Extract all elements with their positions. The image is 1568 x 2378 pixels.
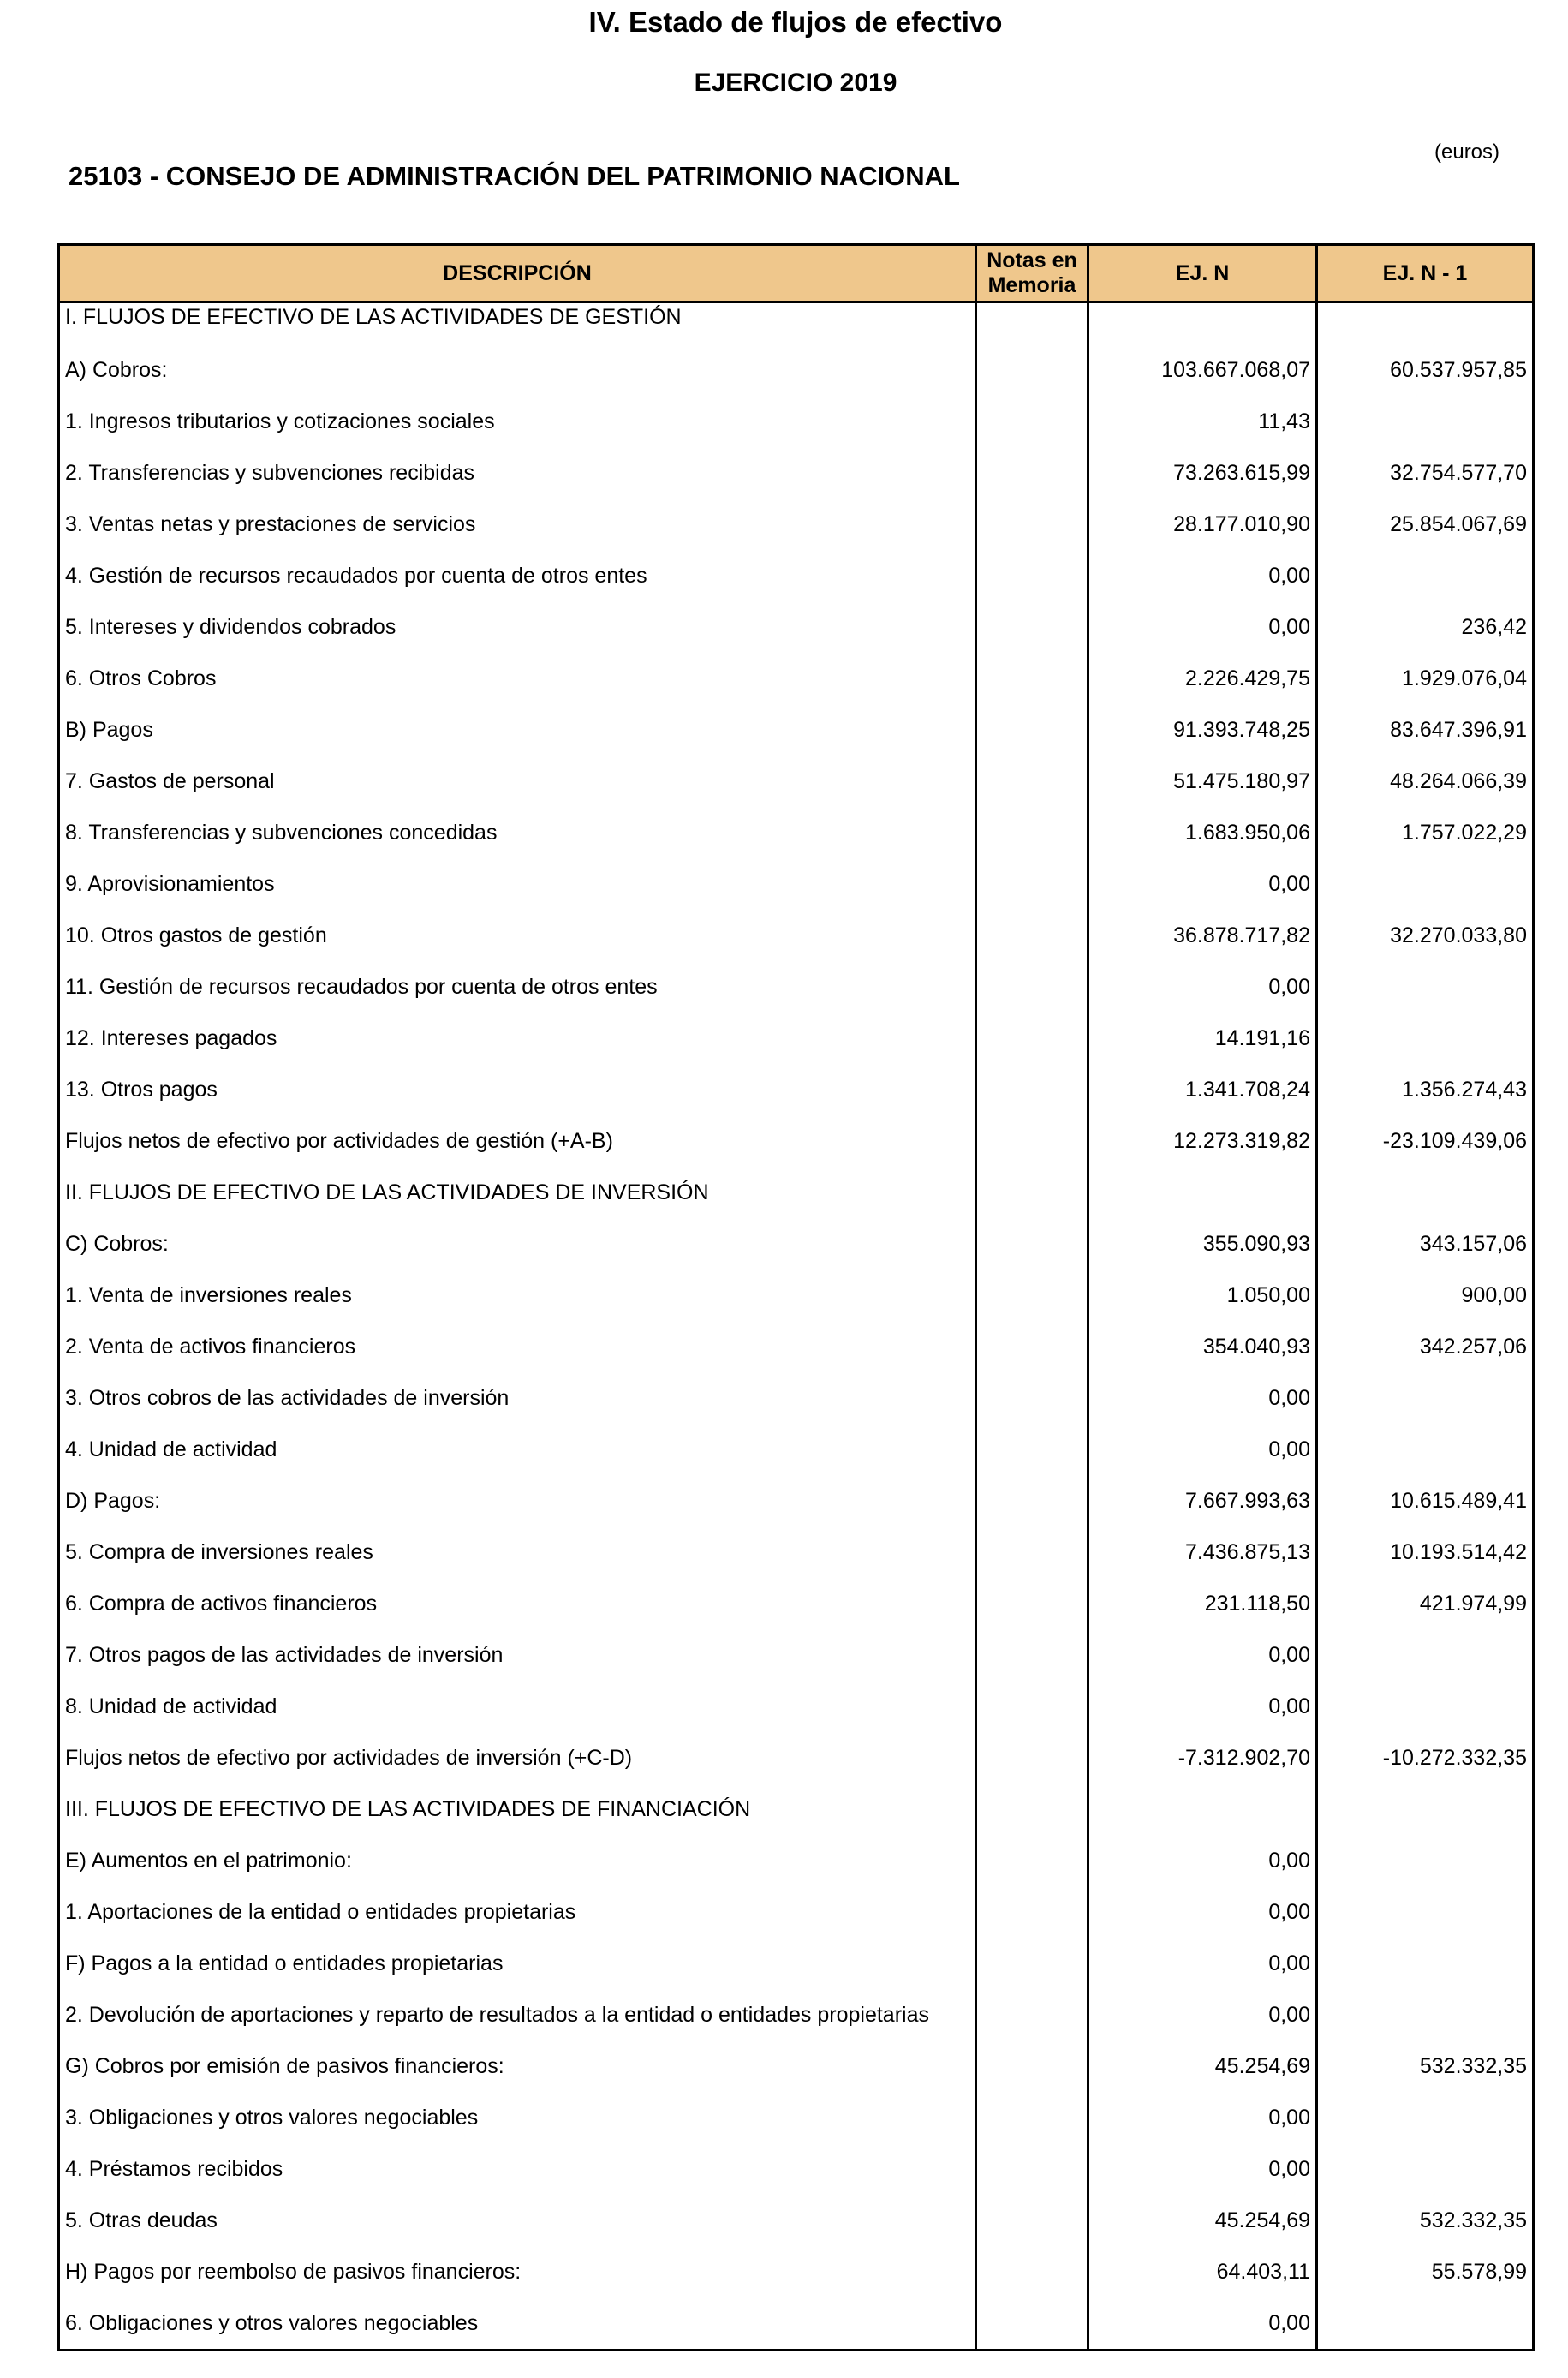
row-current-year-value: 11,43 (1088, 396, 1317, 447)
row-description: 3. Ventas netas y prestaciones de servicios (59, 499, 976, 550)
row-current-year-value: 73.263.615,99 (1088, 447, 1317, 499)
table-row (59, 2143, 1534, 2195)
row-description: 6. Compra de activos financieros (59, 1578, 976, 1629)
row-current-year-value: 1.683.950,06 (1088, 807, 1317, 858)
row-current-year-value: 0,00 (1088, 2297, 1317, 2351)
row-description: 12. Intereses pagados (59, 1013, 976, 1064)
row-notes (976, 910, 1088, 961)
row-previous-year-value: 83.647.396,91 (1317, 704, 1534, 756)
row-current-year-value: 2.226.429,75 (1088, 653, 1317, 704)
row-notes (976, 2143, 1088, 2195)
row-notes (976, 1578, 1088, 1629)
row-description: 11. Gestión de recursos recaudados por cuenta de otros entes (59, 961, 976, 1013)
row-description: 2. Devolución de aportaciones y reparto de resultados a la entidad o entidades propietarias (59, 1989, 976, 2040)
row-previous-year-value: 10.193.514,42 (1317, 1527, 1534, 1578)
table-row (59, 1784, 1534, 1835)
table-row (59, 396, 1534, 447)
row-previous-year-value (1317, 1424, 1534, 1475)
row-current-year-value: 36.878.717,82 (1088, 910, 1317, 961)
row-current-year-value: 0,00 (1088, 2143, 1317, 2195)
table-row (59, 653, 1534, 704)
row-description: G) Cobros por emisión de pasivos financieros: (59, 2040, 976, 2092)
row-notes (976, 1784, 1088, 1835)
table-row (59, 704, 1534, 756)
report-title: IV. Estado de flujos de efectivo (588, 6, 1003, 38)
row-previous-year-value (1317, 2143, 1534, 2195)
row-current-year-value: 0,00 (1088, 961, 1317, 1013)
table-row (59, 807, 1534, 858)
row-previous-year-value (1317, 2297, 1534, 2351)
row-previous-year-value (1317, 1886, 1534, 1938)
row-previous-year-value: 1.757.022,29 (1317, 807, 1534, 858)
row-current-year-value: 1.050,00 (1088, 1270, 1317, 1321)
row-current-year-value (1088, 302, 1317, 345)
table-body (59, 302, 1534, 2351)
row-current-year-value: -7.312.902,70 (1088, 1732, 1317, 1784)
cash-flow-table (57, 243, 1535, 2351)
row-notes (976, 1321, 1088, 1372)
table-row (59, 2040, 1534, 2092)
row-notes (976, 1115, 1088, 1167)
table-row (59, 910, 1534, 961)
row-current-year-value: 0,00 (1088, 1886, 1317, 1938)
row-notes (976, 2040, 1088, 2092)
table-row (59, 858, 1534, 910)
row-notes (976, 601, 1088, 653)
row-description: I. FLUJOS DE EFECTIVO DE LAS ACTIVIDADES DE GESTIÓN (59, 302, 976, 345)
row-current-year-value: 28.177.010,90 (1088, 499, 1317, 550)
table-row (59, 1475, 1534, 1527)
row-notes (976, 1835, 1088, 1886)
row-previous-year-value (1317, 858, 1534, 910)
table-row (59, 2195, 1534, 2246)
row-description: 10. Otros gastos de gestión (59, 910, 976, 961)
row-current-year-value: 0,00 (1088, 1629, 1317, 1681)
row-description: 5. Compra de inversiones reales (59, 1527, 976, 1578)
row-current-year-value: 14.191,16 (1088, 1013, 1317, 1064)
row-notes (976, 1938, 1088, 1989)
row-notes (976, 1681, 1088, 1732)
table-row (59, 302, 1534, 345)
row-current-year-value: 354.040,93 (1088, 1321, 1317, 1372)
row-description: 6. Otros Cobros (59, 653, 976, 704)
row-previous-year-value: -10.272.332,35 (1317, 1732, 1534, 1784)
row-current-year-value: 7.436.875,13 (1088, 1527, 1317, 1578)
row-description: Flujos netos de efectivo por actividades de gestión (+A-B) (59, 1115, 976, 1167)
table-row (59, 1270, 1534, 1321)
row-previous-year-value (1317, 1681, 1534, 1732)
row-previous-year-value (1317, 1938, 1534, 1989)
row-current-year-value: 0,00 (1088, 1835, 1317, 1886)
row-notes (976, 704, 1088, 756)
row-current-year-value: 45.254,69 (1088, 2040, 1317, 2092)
table-row (59, 1681, 1534, 1732)
row-notes (976, 756, 1088, 807)
row-previous-year-value (1317, 1835, 1534, 1886)
row-notes (976, 1372, 1088, 1424)
column-header-notes-line1: Notas en (987, 248, 1077, 272)
fiscal-year-heading: EJERCICIO 2019 (694, 69, 897, 97)
row-current-year-value (1088, 1167, 1317, 1218)
row-description: 4. Préstamos recibidos (59, 2143, 976, 2195)
row-notes (976, 447, 1088, 499)
column-header-current-year: EJ. N (1088, 245, 1317, 302)
row-previous-year-value: 32.270.033,80 (1317, 910, 1534, 961)
table-row (59, 499, 1534, 550)
row-current-year-value: 103.667.068,07 (1088, 344, 1317, 396)
row-previous-year-value (1317, 1167, 1534, 1218)
row-current-year-value: 12.273.319,82 (1088, 1115, 1317, 1167)
row-notes (976, 1013, 1088, 1064)
row-description: 1. Venta de inversiones reales (59, 1270, 976, 1321)
row-notes (976, 550, 1088, 601)
row-notes (976, 858, 1088, 910)
table-row (59, 1372, 1534, 1424)
table-row (59, 601, 1534, 653)
row-current-year-value: 91.393.748,25 (1088, 704, 1317, 756)
row-current-year-value (1088, 1784, 1317, 1835)
row-previous-year-value (1317, 1372, 1534, 1424)
row-notes (976, 1475, 1088, 1527)
row-description: 7. Otros pagos de las actividades de inversión (59, 1629, 976, 1681)
table-row (59, 1989, 1534, 2040)
row-notes (976, 2092, 1088, 2143)
row-description: III. FLUJOS DE EFECTIVO DE LAS ACTIVIDADES DE FINANCIACIÓN (59, 1784, 976, 1835)
row-current-year-value: 51.475.180,97 (1088, 756, 1317, 807)
row-current-year-value: 0,00 (1088, 858, 1317, 910)
row-description: E) Aumentos en el patrimonio: (59, 1835, 976, 1886)
row-current-year-value: 64.403,11 (1088, 2246, 1317, 2297)
row-current-year-value: 0,00 (1088, 1424, 1317, 1475)
table-row (59, 1167, 1534, 1218)
row-previous-year-value: 421.974,99 (1317, 1578, 1534, 1629)
row-notes (976, 1732, 1088, 1784)
header-row (59, 245, 1534, 302)
table-row (59, 756, 1534, 807)
table-row (59, 344, 1534, 396)
row-previous-year-value: 1.356.274,43 (1317, 1064, 1534, 1115)
table-row (59, 2246, 1534, 2297)
row-previous-year-value: 1.929.076,04 (1317, 653, 1534, 704)
row-previous-year-value (1317, 302, 1534, 345)
row-previous-year-value (1317, 2092, 1534, 2143)
row-description: F) Pagos a la entidad o entidades propietarias (59, 1938, 976, 1989)
row-description: 3. Obligaciones y otros valores negociables (59, 2092, 976, 2143)
row-description: 3. Otros cobros de las actividades de inversión (59, 1372, 976, 1424)
row-notes (976, 499, 1088, 550)
row-notes (976, 2195, 1088, 2246)
row-notes (976, 1424, 1088, 1475)
table-row (59, 1732, 1534, 1784)
row-description: 8. Unidad de actividad (59, 1681, 976, 1732)
row-previous-year-value: 532.332,35 (1317, 2195, 1534, 2246)
row-description: 5. Otras deudas (59, 2195, 976, 2246)
row-previous-year-value (1317, 1013, 1534, 1064)
table-header (59, 245, 1534, 302)
row-description: Flujos netos de efectivo por actividades de inversión (+C-D) (59, 1732, 976, 1784)
row-description: 5. Intereses y dividendos cobrados (59, 601, 976, 653)
table-row (59, 1064, 1534, 1115)
row-previous-year-value: 55.578,99 (1317, 2246, 1534, 2297)
table-row (59, 1938, 1534, 1989)
row-previous-year-value: 532.332,35 (1317, 2040, 1534, 2092)
row-description: C) Cobros: (59, 1218, 976, 1270)
row-previous-year-value: -23.109.439,06 (1317, 1115, 1534, 1167)
row-previous-year-value: 10.615.489,41 (1317, 1475, 1534, 1527)
table-row (59, 1886, 1534, 1938)
row-description: 1. Ingresos tributarios y cotizaciones sociales (59, 396, 976, 447)
row-current-year-value: 231.118,50 (1088, 1578, 1317, 1629)
row-notes (976, 1629, 1088, 1681)
row-previous-year-value: 48.264.066,39 (1317, 756, 1534, 807)
row-current-year-value: 0,00 (1088, 1989, 1317, 2040)
row-notes (976, 653, 1088, 704)
table-row (59, 2297, 1534, 2351)
row-previous-year-value: 342.257,06 (1317, 1321, 1534, 1372)
row-description: 4. Unidad de actividad (59, 1424, 976, 1475)
row-previous-year-value: 60.537.957,85 (1317, 344, 1534, 396)
row-current-year-value: 1.341.708,24 (1088, 1064, 1317, 1115)
row-previous-year-value (1317, 1784, 1534, 1835)
row-description: 1. Aportaciones de la entidad o entidades propietarias (59, 1886, 976, 1938)
row-notes (976, 1527, 1088, 1578)
table-row (59, 1629, 1534, 1681)
row-current-year-value: 0,00 (1088, 1681, 1317, 1732)
row-description: A) Cobros: (59, 344, 976, 396)
row-current-year-value: 0,00 (1088, 1938, 1317, 1989)
row-notes (976, 1218, 1088, 1270)
row-description: 9. Aprovisionamientos (59, 858, 976, 910)
table-row (59, 1013, 1534, 1064)
row-current-year-value: 7.667.993,63 (1088, 1475, 1317, 1527)
row-previous-year-value: 236,42 (1317, 601, 1534, 653)
row-notes (976, 396, 1088, 447)
row-notes (976, 807, 1088, 858)
row-current-year-value: 0,00 (1088, 550, 1317, 601)
column-header-notes (976, 245, 1088, 302)
row-current-year-value: 0,00 (1088, 601, 1317, 653)
row-notes (976, 1270, 1088, 1321)
table-row (59, 1115, 1534, 1167)
row-description: 2. Venta de activos financieros (59, 1321, 976, 1372)
row-previous-year-value: 343.157,06 (1317, 1218, 1534, 1270)
table-row (59, 2092, 1534, 2143)
row-description: 13. Otros pagos (59, 1064, 976, 1115)
table-row (59, 1527, 1534, 1578)
row-previous-year-value (1317, 550, 1534, 601)
row-description: II. FLUJOS DE EFECTIVO DE LAS ACTIVIDADES DE INVERSIÓN (59, 1167, 976, 1218)
row-notes (976, 302, 1088, 345)
row-description: 6. Obligaciones y otros valores negociables (59, 2297, 976, 2351)
table-row (59, 1835, 1534, 1886)
row-notes (976, 2246, 1088, 2297)
table-row (59, 550, 1534, 601)
row-current-year-value: 355.090,93 (1088, 1218, 1317, 1270)
row-description: D) Pagos: (59, 1475, 976, 1527)
row-notes (976, 1989, 1088, 2040)
row-notes (976, 1886, 1088, 1938)
row-description: H) Pagos por reembolso de pasivos financieros: (59, 2246, 976, 2297)
row-current-year-value: 0,00 (1088, 2092, 1317, 2143)
row-notes (976, 344, 1088, 396)
row-current-year-value: 45.254,69 (1088, 2195, 1317, 2246)
row-notes (976, 961, 1088, 1013)
table-row (59, 1321, 1534, 1372)
table-row (59, 1424, 1534, 1475)
row-notes (976, 1064, 1088, 1115)
table-row (59, 1578, 1534, 1629)
row-description: B) Pagos (59, 704, 976, 756)
row-notes (976, 2297, 1088, 2351)
table-row (59, 447, 1534, 499)
row-previous-year-value: 900,00 (1317, 1270, 1534, 1321)
column-header-notes-line2: Memoria (987, 273, 1076, 297)
table-row (59, 1218, 1534, 1270)
row-previous-year-value (1317, 396, 1534, 447)
column-header-description: DESCRIPCIÓN (59, 245, 976, 302)
row-notes (976, 1167, 1088, 1218)
row-previous-year-value: 32.754.577,70 (1317, 447, 1534, 499)
column-header-previous-year: EJ. N - 1 (1317, 245, 1534, 302)
row-description: 7. Gastos de personal (59, 756, 976, 807)
row-previous-year-value (1317, 1629, 1534, 1681)
table-row (59, 961, 1534, 1013)
row-description: 2. Transferencias y subvenciones recibidas (59, 447, 976, 499)
row-current-year-value: 0,00 (1088, 1372, 1317, 1424)
row-previous-year-value (1317, 1989, 1534, 2040)
row-previous-year-value: 25.854.067,69 (1317, 499, 1534, 550)
row-description: 4. Gestión de recursos recaudados por cuenta de otros entes (59, 550, 976, 601)
currency-units-label: (euros) (1434, 140, 1500, 164)
entity-heading: 25103 - CONSEJO DE ADMINISTRACIÓN DEL PATRIMONIO NACIONAL (69, 161, 960, 191)
row-previous-year-value (1317, 961, 1534, 1013)
row-description: 8. Transferencias y subvenciones concedidas (59, 807, 976, 858)
